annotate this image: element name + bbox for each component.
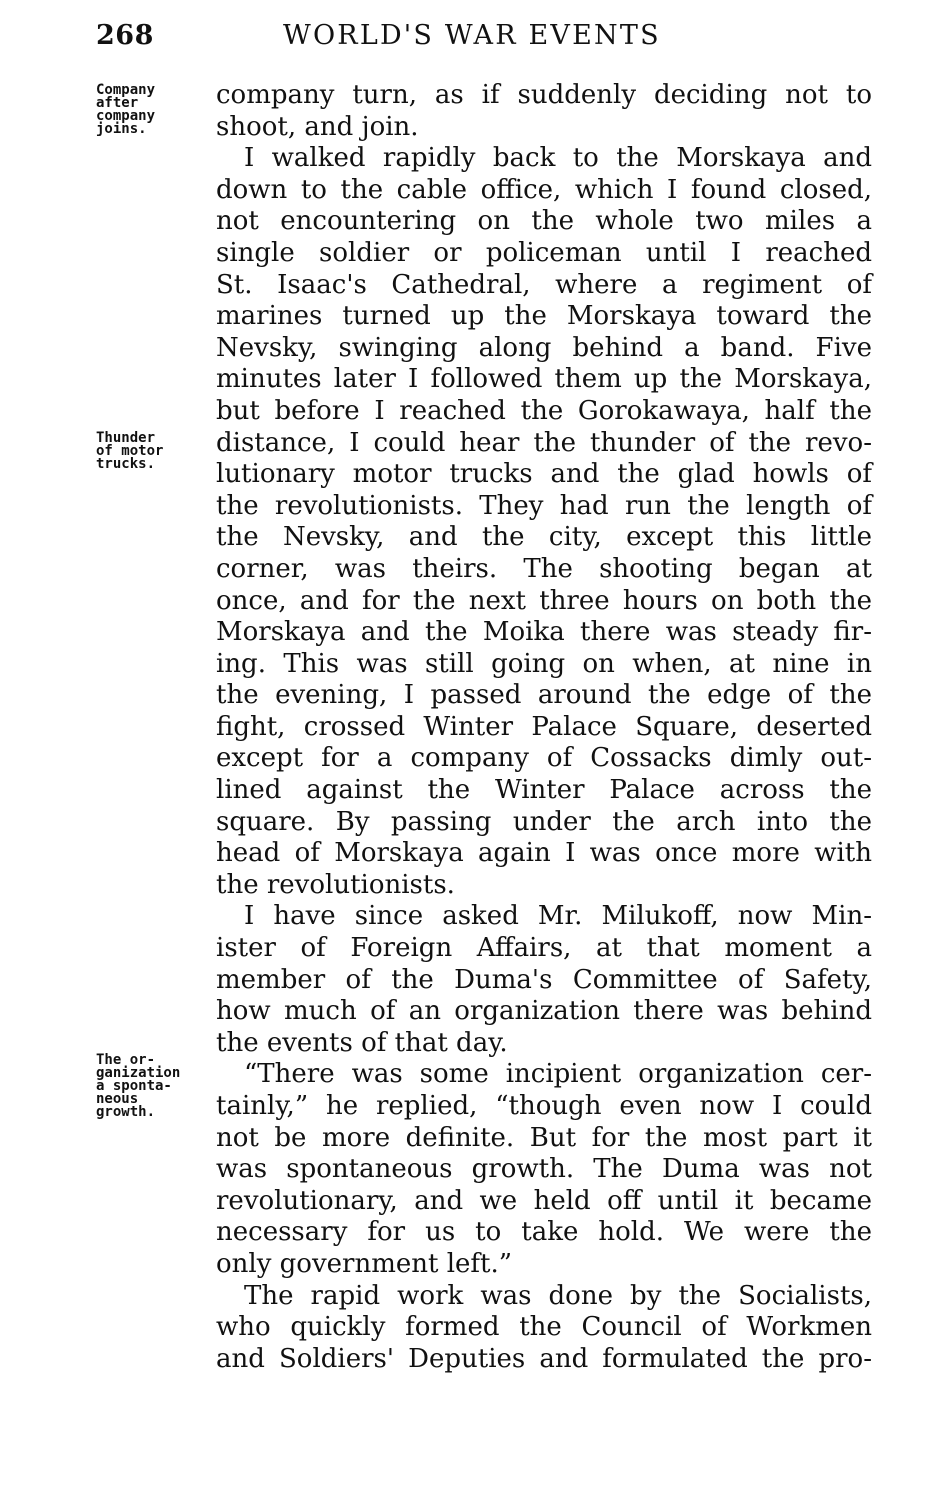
text-line: lined against the Winter Palace across the — [216, 775, 872, 806]
margin-note-thunder-trucks — [96, 432, 206, 471]
text-line: and Soldiers' Deputies and formulated the pro- — [216, 1343, 872, 1374]
margin-note-line: trucks. — [96, 456, 156, 472]
text-line: not encountering on the whole two miles a — [216, 206, 872, 237]
margin-note-company-joins — [96, 84, 206, 136]
text-line: down to the cable office, which I found closed, — [216, 174, 872, 205]
margin-note-line: company — [96, 108, 156, 124]
margin-note-line: after — [96, 95, 139, 111]
margin-note-line: neous — [96, 1091, 139, 1107]
text-line: the revolutionists. — [216, 869, 455, 900]
text-line: member of the Duma's Committee of Safety, — [216, 964, 872, 995]
text-line: minutes later I followed them up the Morskaya, — [216, 364, 872, 395]
text-line: “There was some incipient organization cer- — [244, 1059, 872, 1090]
margin-note-spontaneous-growth — [96, 1054, 206, 1119]
text-line: who quickly formed the Council of Workmen — [216, 1312, 872, 1343]
text-line: company turn, as if suddenly deciding not to — [216, 80, 872, 110]
text-line: was spontaneous growth. The Duma was not — [216, 1154, 872, 1185]
margin-note-line: a sponta- — [96, 1078, 172, 1094]
text-line: necessary for us to take hold. We were the — [216, 1217, 872, 1248]
margin-note-line: growth. — [96, 1104, 156, 1120]
text-line: except for a company of Cossacks dimly out- — [216, 743, 872, 774]
text-line: but before I reached the Gorokawaya, half the — [216, 395, 872, 426]
text-line: Morskaya and the Moika there was steady fir- — [216, 617, 872, 648]
text-line: the Nevsky, and the city, except this little — [216, 522, 872, 553]
text-line: shoot, and join. — [216, 111, 419, 142]
text-line: tainly,” he replied, “though even now I could — [216, 1091, 872, 1121]
text-line: fight, crossed Winter Palace Square, deserted — [216, 711, 872, 742]
running-head: WORLD'S WAR EVENTS — [283, 20, 661, 51]
text-line: how much of an organization there was behind — [216, 996, 872, 1027]
body-text — [216, 80, 872, 1375]
text-line: not be more definite. But for the most part it — [216, 1122, 872, 1153]
text-line: once, and for the next three hours on both the — [216, 585, 872, 616]
margin-note-line: ganization — [96, 1065, 181, 1081]
text-line: revolutionary, and we held off until it became — [216, 1185, 872, 1216]
text-line: ing. This was still going on when, at nine in — [216, 648, 872, 679]
text-line: marines turned up the Morskaya toward the — [216, 301, 872, 332]
text-line: St. Isaac's Cathedral, where a regiment of — [216, 269, 872, 300]
page-header — [96, 20, 696, 60]
margin-note-line: Thunder — [96, 430, 156, 446]
text-line: single soldier or policeman until I reached — [216, 237, 872, 268]
text-line: ister of Foreign Affairs, at that moment a — [216, 933, 872, 964]
page-number: 268 — [96, 20, 154, 51]
text-line: only government left.” — [216, 1248, 513, 1279]
text-line: the evening, I passed around the edge of the — [216, 680, 872, 711]
margin-note-line: The or- — [96, 1052, 156, 1068]
text-line: I walked rapidly back to the Morskaya and — [244, 143, 872, 174]
text-line: lutionary motor trucks and the glad howls of — [216, 459, 872, 490]
text-line: Nevsky, swinging along behind a band. Five — [216, 332, 872, 363]
text-line: the events of that day. — [216, 1027, 508, 1058]
text-line: I have since asked Mr. Milukoff, now Min- — [244, 901, 872, 932]
text-line: corner, was theirs. The shooting began at — [216, 553, 872, 584]
text-line: distance, I could hear the thunder of the revo- — [216, 427, 872, 458]
margin-note-line: Company — [96, 82, 156, 98]
text-line: head of Morskaya again I was once more with — [216, 838, 872, 869]
margin-note-line: joins. — [96, 121, 147, 137]
text-line: square. By passing under the arch into the — [216, 806, 872, 837]
margin-note-line: of motor — [96, 443, 164, 459]
text-line: the revolutionists. They had run the length of — [216, 490, 872, 521]
text-line: The rapid work was done by the Socialists, — [244, 1280, 872, 1311]
